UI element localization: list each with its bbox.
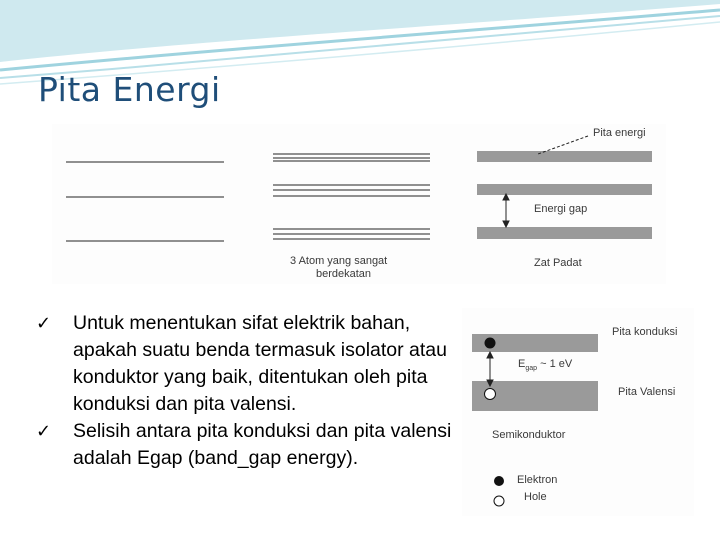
label-zat-padat: Zat Padat bbox=[534, 257, 582, 269]
label-pita-energi: Pita energi bbox=[593, 127, 646, 139]
label-three-atoms-line2: berdekatan bbox=[316, 268, 372, 280]
bullet-item bbox=[36, 418, 456, 472]
label-semikonduktor: Semikonduktor bbox=[492, 429, 566, 441]
semiconductor-graphic bbox=[462, 308, 694, 516]
semiconductor-band-diagram bbox=[462, 308, 694, 516]
bullet-text: Selisih antara pita konduksi dan pita valensi adalah Egap (band_gap energy). bbox=[73, 420, 452, 469]
legend-hole-icon bbox=[494, 496, 504, 506]
legend-electron-icon bbox=[494, 476, 504, 486]
electron-dot-icon bbox=[485, 338, 496, 349]
bullet-text: Untuk menentukan sifat elektrik bahan, apakah suatu benda termasuk isolator atau konduktor yang baik, ditentukan oleh pita konduksi dan pita valensi. bbox=[73, 312, 447, 415]
three-atom-split-levels bbox=[273, 154, 430, 239]
legend-elektron: Elektron bbox=[517, 474, 558, 486]
page-title: Pita Energi bbox=[38, 70, 221, 109]
egap-symbol: E bbox=[518, 358, 526, 370]
hole-circle-icon bbox=[485, 389, 496, 400]
egap-subscript: gap bbox=[525, 365, 538, 373]
solid-energy-bands bbox=[477, 151, 652, 239]
single-atom-levels bbox=[66, 162, 224, 241]
legend-hole: Hole bbox=[524, 491, 547, 503]
energi-gap-arrow bbox=[503, 194, 509, 227]
checkmark-icon: ✓ bbox=[36, 421, 52, 442]
label-pita-konduksi: Pita konduksi bbox=[612, 326, 678, 338]
label-egap bbox=[518, 358, 572, 375]
egap-value: ~ 1 eV bbox=[540, 358, 573, 370]
egap-arrow bbox=[487, 352, 493, 386]
bullet-item bbox=[36, 310, 456, 418]
checkmark-icon: ✓ bbox=[36, 313, 52, 334]
label-three-atoms: 3 Atom yang sangat bbox=[290, 255, 388, 267]
energy-band-formation-diagram bbox=[52, 124, 666, 284]
bullet-list bbox=[36, 310, 456, 472]
label-energi-gap: Energi gap bbox=[534, 203, 588, 215]
label-pita-valensi: Pita Valensi bbox=[618, 386, 676, 398]
